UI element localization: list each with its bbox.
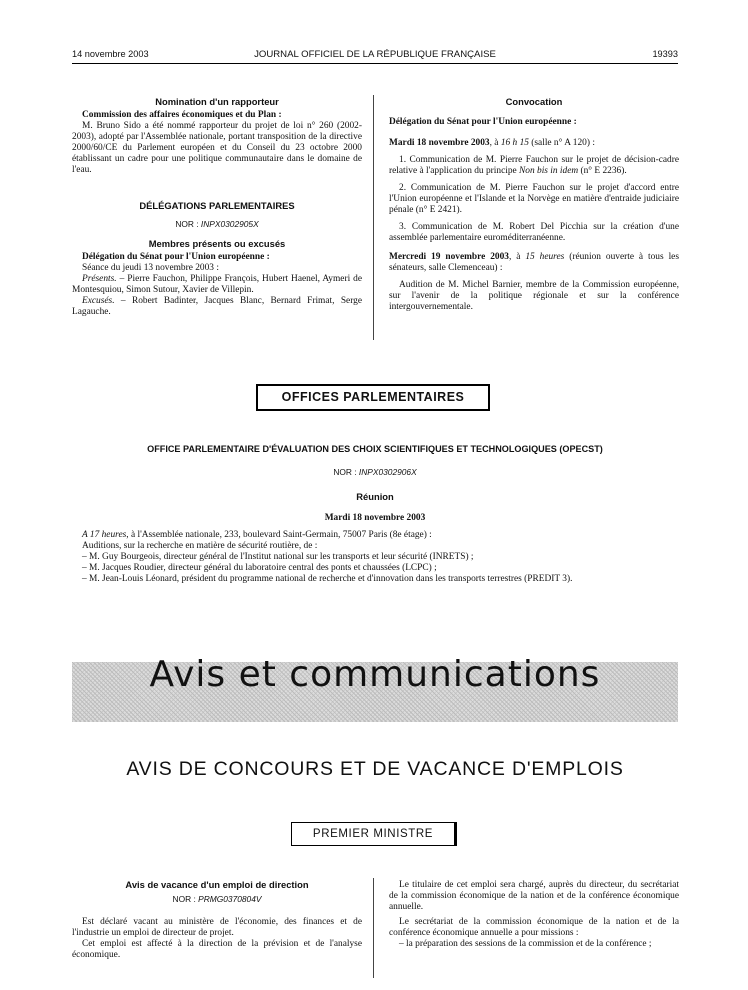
- meeting1-line: [389, 138, 679, 149]
- bottom-column-divider: [373, 878, 374, 978]
- meeting2-rest: (réunion ouverte à tous les sénateurs, salle Clemenceau) :: [389, 252, 679, 273]
- reunion-line-1: [72, 530, 678, 541]
- header-rule: [72, 63, 678, 64]
- presents-paragraph: [72, 274, 362, 296]
- reunion-time: A 17 heures: [82, 530, 127, 540]
- reunion-date: Mardi 18 novembre 2003: [324, 513, 426, 523]
- journal-title: JOURNAL OFFICIEL DE LA RÉPUBLIQUE FRANÇAISE: [254, 49, 496, 60]
- header-date: 14 novembre 2003: [72, 49, 149, 59]
- seance-date: Séance du jeudi 13 novembre 2003 :: [82, 263, 219, 273]
- page-number: 19393: [652, 49, 678, 59]
- membres-title: Membres présents ou excusés: [148, 238, 286, 249]
- opecst-nor-value: INPX0302906X: [358, 467, 417, 477]
- agenda-item-2: 2. Communication de M. Pierre Fauchon sur le projet d'accord entre l'Union européenne et l'Islande et la Norvège en matière d'entraide judiciaire pénale (n° E 2421).: [389, 183, 679, 215]
- opecst-nor: [72, 467, 678, 478]
- audition-text: Audition de M. Michel Barnier, membre de la Commission européenne, sur l'avenir de la politique régionale et sur la conférence intergouvernementale.: [389, 280, 679, 312]
- excuses-paragraph: [72, 296, 362, 318]
- agenda-item-3: 3. Communication de M. Robert Del Picchia sur la création d'une assemblée parlementaire euroméditerranéenne.: [389, 222, 679, 243]
- vacance-para-2: Cet emploi est affecté à la direction de la prévision et de l'analyse économique.: [72, 939, 362, 960]
- left-column: [72, 96, 362, 318]
- missions-bullet-1: – la préparation des sessions de la commission et de la conférence ;: [399, 939, 652, 949]
- nomination-text: M. Bruno Sido a été nommé rapporteur du projet de loi n° 260 (2002-2003), adopté par l'Assemblée nationale, portant transposition de la directive 2000/60/CE du Parlement européen et du Conseil du 23 octobre 2000 établissant un cadre pour une politique communautaire dans le domaine de l'eau.: [72, 121, 362, 175]
- meeting1-date: Mardi 18 novembre 2003: [389, 138, 490, 148]
- bottom-right-column: [389, 880, 679, 950]
- excuses-label: Excusés.: [82, 296, 115, 306]
- delegations-title: DÉLÉGATIONS PARLEMENTAIRES: [139, 200, 295, 211]
- premier-ministre-box: PREMIER MINISTRE: [291, 822, 457, 846]
- vacance-para-1: Est déclaré vacant au ministère de l'économie, des finances et de l'industrie un emploi de directeur de projet.: [72, 917, 362, 938]
- reunion-title: Réunion: [356, 491, 394, 502]
- audition-bullet-1: – M. Guy Bourgeois, directeur général de l'Institut national sur les transports et leur sécurité (INRETS) ;: [82, 552, 474, 562]
- opecst-nor-label: NOR :: [333, 467, 359, 477]
- commission-title: Commission des affaires économiques et du Plan :: [82, 110, 282, 120]
- agenda-item-1: [389, 155, 679, 177]
- nor-label: NOR :: [175, 219, 201, 229]
- vacance-title: Avis de vacance d'un emploi de direction: [125, 879, 309, 890]
- avis-banner: [72, 654, 678, 722]
- delegation-title-right: Délégation du Sénat pour l'Union européenne :: [389, 117, 577, 127]
- item1-ref: (n° E 2236).: [578, 166, 627, 176]
- meeting1-place: (salle n° A 120) :: [528, 138, 595, 148]
- opecst-title: OFFICE PARLEMENTAIRE D'ÉVALUATION DES CHOIX SCIENTIFIQUES ET TECHNOLOGIQUES (OPECST): [147, 444, 603, 454]
- nor-reference: [72, 219, 362, 230]
- meeting2-time: 15 heures: [525, 252, 565, 262]
- concours-title: AVIS DE CONCOURS ET DE VACANCE D'EMPLOIS: [126, 758, 624, 780]
- nor-value: INPX0302905X: [200, 219, 259, 229]
- page-header: [72, 49, 678, 63]
- right-column: [389, 96, 679, 313]
- item1-italic: Non bis in idem: [519, 166, 579, 176]
- nomination-title: Nomination d'un rapporteur: [155, 96, 279, 107]
- item1-text: 1. Communication de M. Pierre Fauchon sur le projet de décision-cadre relative à l'application du principe: [389, 155, 679, 176]
- vacance-nor-label: NOR :: [172, 894, 199, 904]
- column-divider: [373, 95, 374, 340]
- vacance-nor-value: PRMG0370804V: [198, 894, 262, 904]
- bottom-left-column: [72, 879, 362, 961]
- meeting2-sep: , à: [508, 252, 526, 262]
- avis-banner-title: Avis et communications: [149, 654, 601, 695]
- meeting2-line: [389, 252, 679, 274]
- convocation-title: Convocation: [505, 96, 563, 107]
- meeting2-date: Mercredi 19 novembre 2003: [389, 252, 509, 262]
- presents-text: – Pierre Fauchon, Philippe François, Hubert Haenel, Aymeri de Montesquiou, Simon Sutour, Xavier de Villepin.: [72, 274, 362, 295]
- vacance-nor: [72, 894, 362, 905]
- titulaire-para: Le titulaire de cet emploi sera chargé, auprès du directeur, du secrétariat de la commission économique de la nation et de la conférence économique annuelle.: [389, 880, 679, 912]
- presents-label: Présents.: [82, 274, 117, 284]
- secretariat-para: Le secrétariat de la commission économique de la nation et de la conférence économique annuelle a pour missions :: [389, 917, 679, 938]
- delegation-title: Délégation du Sénat pour l'Union européenne :: [82, 252, 270, 262]
- reunion-body: [72, 530, 678, 585]
- audition-bullet-3: – M. Jean-Louis Léonard, président du programme national de recherche et d'innovation dans les transports terrestres (PREDIT 3).: [82, 574, 573, 584]
- audition-bullet-2: – M. Jacques Roudier, directeur général du laboratoire central des ponts et chaussées (LCPC) ;: [82, 563, 437, 573]
- excuses-text: – Robert Badinter, Jacques Blanc, Bernard Frimat, Serge Lagauche.: [72, 296, 362, 317]
- reunion-line-2: Auditions, sur la recherche en matière de sécurité routière, de :: [82, 541, 318, 551]
- reunion-place: , à l'Assemblée nationale, 233, boulevard Saint-Germain, 75007 Paris (8e étage) :: [126, 530, 432, 540]
- meeting1-time: 16 h 15: [500, 138, 529, 148]
- meeting1-sep: , à: [489, 138, 501, 148]
- offices-box-title: OFFICES PARLEMENTAIRES: [256, 384, 490, 411]
